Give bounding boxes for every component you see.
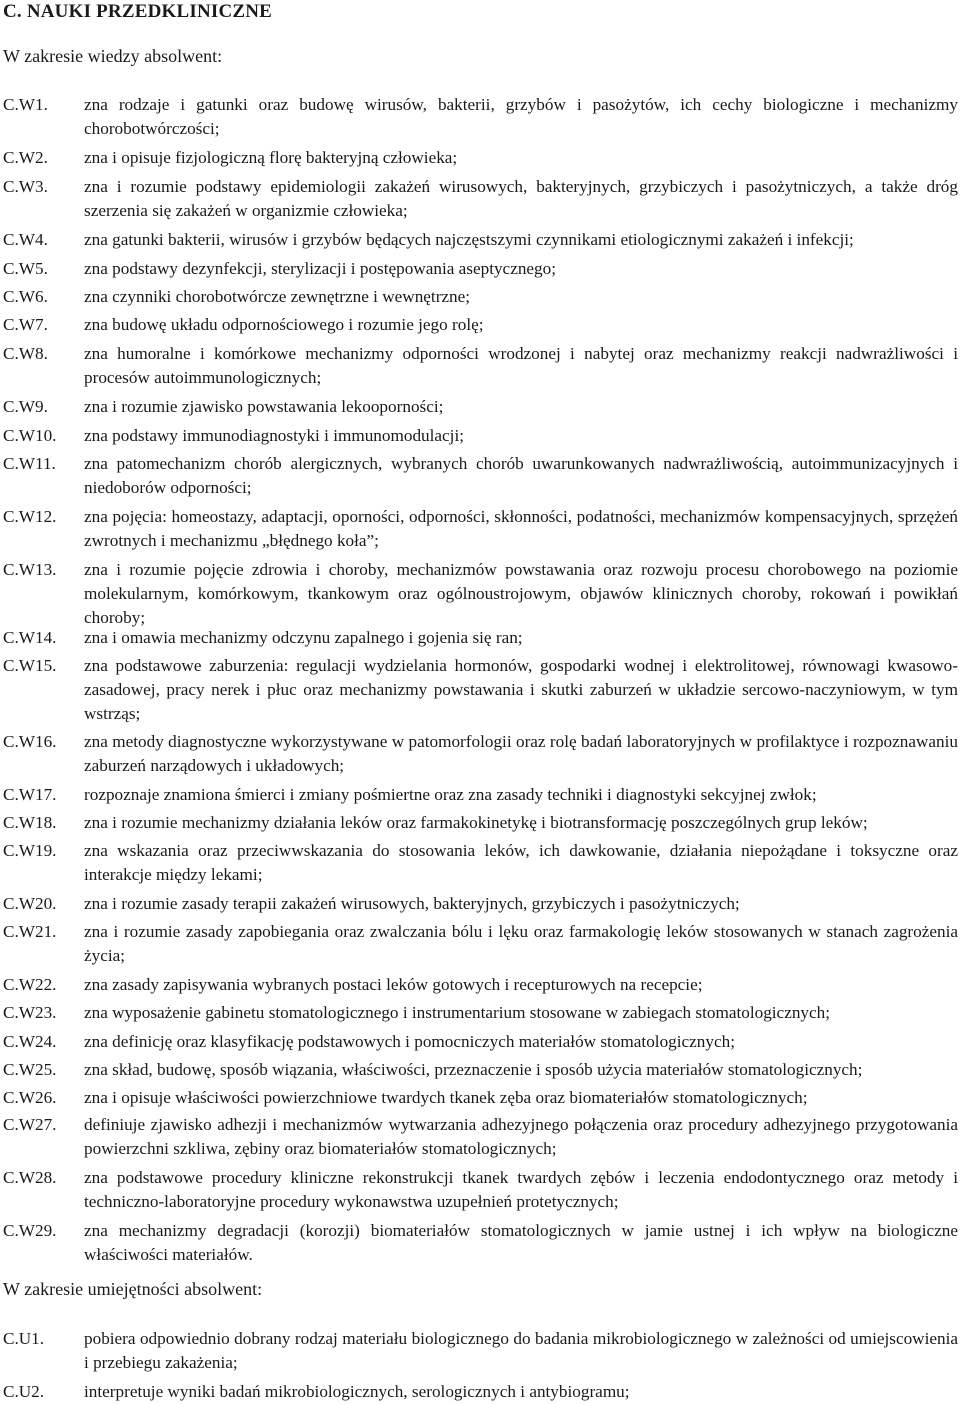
item-text: zna metody diagnostyczne wykorzystywane w patomorfologii oraz rolę badań laboratoryjnych w profilaktyce i rozpoznawaniu zaburzeń narządowych i układowych; (84, 732, 958, 775)
item-code: C.W3. (3, 177, 48, 196)
item-code: C.W22. (3, 975, 57, 994)
item-code: C.W24. (3, 1032, 57, 1051)
item-code: C.W28. (3, 1168, 57, 1187)
item-text: zna i rozumie podstawy epidemiologii zakażeń wirusowych, bakteryjnych, grzybiczych i pasożytniczych, a także dróg szerzenia się zakażeń w organizmie człowieka; (84, 177, 958, 220)
item-code: C.U2. (3, 1382, 45, 1401)
item-text: zna podstawowe procedury kliniczne rekonstrukcji tkanek twardych zębów i leczenia endodontycznego oraz metody i techniczno-laboratoryjne procedury wykonawstwa uzupełnień protetycznych; (84, 1168, 958, 1211)
item-code: C.W8. (3, 344, 48, 363)
knowledge-heading: W zakresie wiedzy absolwent: (3, 46, 223, 66)
item-text: zna gatunki bakterii, wirusów i grzybów będących najczęstszymi czynnikami etiologicznymi zakażeń i infekcji; (84, 230, 854, 249)
item-code: C.W9. (3, 397, 48, 416)
item-text: zna pojęcia: homeostazy, adaptacji, oporności, odporności, skłonności, podatności, mechanizmów kompensacyjnych, sprzężeń zwrotnych i mechanizmu „błędnego koła”; (84, 507, 958, 550)
item-text: zna podstawowe zaburzenia: regulacji wydzielania hormonów, gospodarki wodnej i elektrolitowej, równowagi kwasowo-zasadowej, pracy nerek i płuc oraz mechanizmy powstawania i skutki zaburzeń w układzie sercowo-naczyniowym, w tym wstrząs; (84, 656, 958, 723)
item-code: C.W11. (3, 454, 56, 473)
item-text: zna i opisuje właściwości powierzchniowe twardych tkanek zęba oraz biomateriałów stomatologicznych; (84, 1088, 808, 1107)
section-title: C. NAUKI PRZEDKLINICZNE (3, 1, 273, 22)
item-code: C.W19. (3, 841, 57, 860)
item-text: zna i rozumie zjawisko powstawania lekooporności; (84, 397, 444, 416)
item-code: C.W7. (3, 315, 48, 334)
item-text: zna podstawy dezynfekcji, sterylizacji i postępowania aseptycznego; (84, 259, 557, 278)
item-text: zna czynniki chorobotwórcze zewnętrzne i wewnętrzne; (84, 287, 471, 306)
item-text: zna skład, budowę, sposób wiązania, właściwości, przeznaczenie i sposób użycia materiałów stomatologicznych; (84, 1060, 863, 1079)
item-code: C.W17. (3, 785, 57, 804)
item-text: zna podstawy immunodiagnostyki i immunomodulacji; (84, 426, 464, 445)
item-code: C.W26. (3, 1088, 57, 1107)
item-text: zna wyposażenie gabinetu stomatologicznego i instrumentarium stosowane w zabiegach stomatologicznych; (84, 1003, 831, 1022)
skills-heading: W zakresie umiejętności absolwent: (3, 1279, 263, 1299)
item-code: C.W27. (3, 1115, 57, 1134)
item-text: zna i rozumie mechanizmy działania leków oraz farmakokinetykę i biotransformację poszczególnych grup leków; (84, 813, 868, 832)
item-code: C.W4. (3, 230, 48, 249)
item-code: C.W25. (3, 1060, 57, 1079)
item-code: C.W18. (3, 813, 57, 832)
item-code: C.U1. (3, 1329, 45, 1348)
item-code: C.W2. (3, 148, 48, 167)
item-text: zna patomechanizm chorób alergicznych, wybranych chorób uwarunkowanych nadwrażliwością, autoimmunizacyjnych i niedoborów odporności; (84, 454, 958, 497)
item-code: C.W15. (3, 656, 57, 675)
item-text: zna i rozumie zasady terapii zakażeń wirusowych, bakteryjnych, grzybiczych i pasożytniczych; (84, 894, 740, 913)
item-text: zna budowę układu odpornościowego i rozumie jego rolę; (84, 315, 484, 334)
item-code: C.W23. (3, 1003, 57, 1022)
item-code: C.W12. (3, 507, 57, 526)
item-text: zna mechanizmy degradacji (korozji) biomateriałów stomatologicznych w jamie ustnej i ich wpływ na biologiczne właściwości materiałów. (84, 1221, 958, 1264)
item-text: zna zasady zapisywania wybranych postaci leków gotowych i recepturowych na recepcie; (84, 975, 703, 994)
item-code: C.W14. (3, 628, 57, 647)
item-text: zna humoralne i komórkowe mechanizmy odporności wrodzonej i nabytej oraz mechanizmy reakcji nadwrażliwości i procesów autoimmunologicznych; (84, 344, 958, 387)
item-code: C.W13. (3, 560, 57, 579)
item-code: C.W10. (3, 426, 57, 445)
item-text: rozpoznaje znamiona śmierci i zmiany pośmiertne oraz zna zasady techniki i diagnostyki sekcyjnej zwłok; (84, 785, 817, 804)
item-text: zna i rozumie pojęcie zdrowia i choroby, mechanizmów powstawania oraz rozwoju procesu chorobowego na poziomie molekularnym, komórkowym, tkankowym oraz ogólnoustrojowym, objawów klinicznych choroby, rokowań i powikłań choroby; (84, 560, 958, 627)
item-text: zna i rozumie zasady zapobiegania oraz zwalczania bólu i lęku oraz farmakologię leków stosowanych w stanach zagrożenia życia; (84, 922, 958, 965)
item-code: C.W16. (3, 732, 57, 751)
item-code: C.W6. (3, 287, 48, 306)
item-code: C.W21. (3, 922, 57, 941)
item-code: C.W1. (3, 95, 48, 114)
item-text: definiuje zjawisko adhezji i mechanizmów wytwarzania adhezyjnego połączenia oraz procedury adhezyjnego przygotowania powierzchni szkliwa, zębiny oraz biomateriałów stomatologicznych; (84, 1115, 958, 1158)
item-text: zna wskazania oraz przeciwwskazania do stosowania leków, ich dawkowanie, działania niepożądane i toksyczne oraz interakcje między lekami; (84, 841, 958, 884)
item-code: C.W29. (3, 1221, 57, 1240)
item-code: C.W5. (3, 259, 48, 278)
item-text: zna definicję oraz klasyfikację podstawowych i pomocniczych materiałów stomatologicznych; (84, 1032, 735, 1051)
item-text: zna rodzaje i gatunki oraz budowę wirusów, bakterii, grzybów i pasożytów, ich cechy biologiczne i mechanizmy chorobotwórczości; (84, 95, 958, 138)
item-code: C.W20. (3, 894, 57, 913)
item-text: pobiera odpowiednio dobrany rodzaj materiału biologicznego do badania mikrobiologicznego w zależności od umiejscowienia i przebiegu zakażenia; (84, 1329, 958, 1372)
item-text: interpretuje wyniki badań mikrobiologicznych, serologicznych i antybiogramu; (84, 1382, 630, 1401)
item-text: zna i omawia mechanizmy odczynu zapalnego i gojenia się ran; (84, 628, 523, 647)
item-text: zna i opisuje fizjologiczną florę bakteryjną człowieka; (84, 148, 458, 167)
